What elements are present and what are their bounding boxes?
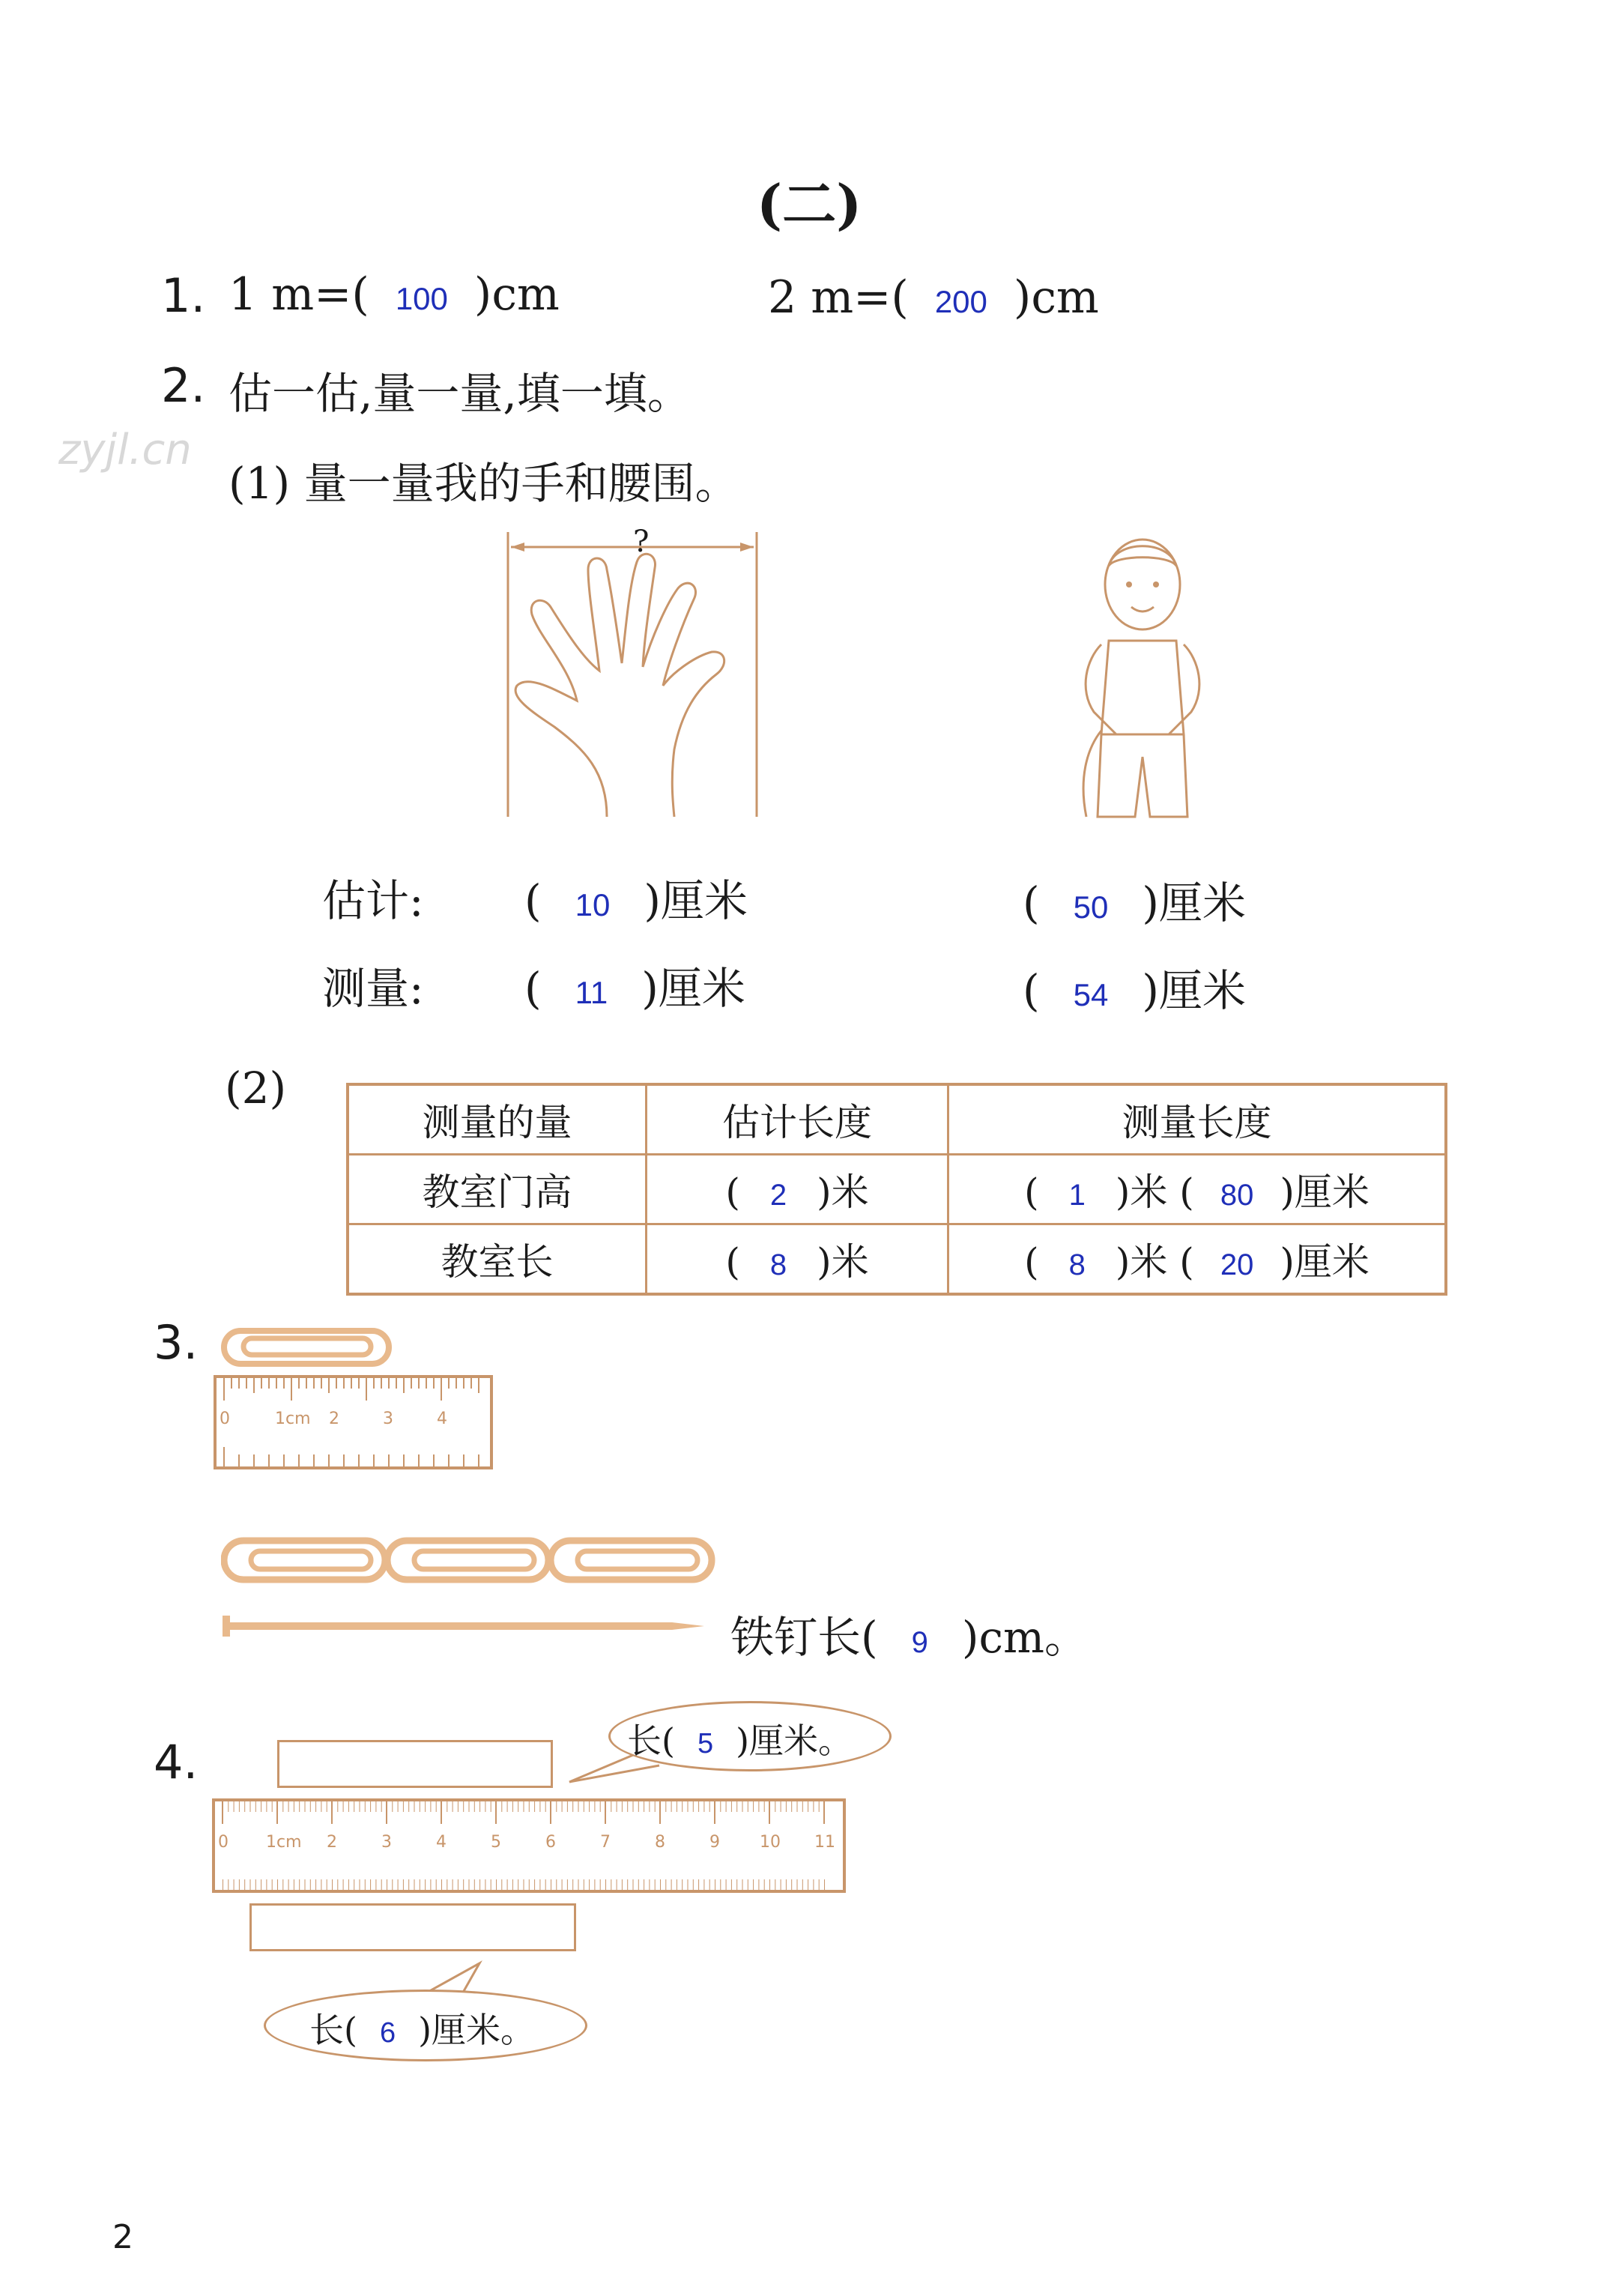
- speech-bubble-2: [264, 1990, 587, 2061]
- ruler-label: 1cm: [266, 1833, 302, 1852]
- unit-m: )米: [817, 1170, 869, 1214]
- question-1a: [229, 268, 560, 321]
- unit-cm: )厘米: [1280, 1170, 1370, 1214]
- ruler-label: 7: [600, 1833, 611, 1852]
- waist-estimate-answer: 50: [1073, 889, 1109, 925]
- row-measure-cm-answer: 20: [1220, 1248, 1254, 1281]
- row-estimate-answer: 2: [769, 1179, 787, 1212]
- table-header: 估计长度: [647, 1084, 948, 1155]
- estimate-label: 估计:: [322, 875, 424, 926]
- ruler-label: 3: [383, 1410, 393, 1428]
- bubble-2-answer: 6: [379, 2017, 396, 2049]
- top-strip: [277, 1740, 553, 1788]
- table-row: [348, 1155, 1446, 1224]
- watermark: zyjl.cn: [58, 426, 192, 474]
- bubble-2-prefix: 长(: [309, 2010, 357, 2050]
- question-2-number: 2.: [161, 358, 206, 413]
- waist-estimate: [1023, 868, 1246, 931]
- ruler-ticks-icon: [215, 1801, 843, 1890]
- question-4-number: 4.: [154, 1735, 199, 1789]
- row-measure-m-answer: 1: [1068, 1179, 1086, 1212]
- paperclip-icon: [221, 1326, 393, 1371]
- unit-m-open: )米 (: [1115, 1170, 1194, 1214]
- q1a-suffix: )cm: [473, 268, 560, 321]
- ruler-label: 1cm: [275, 1410, 311, 1428]
- unit-cm: )厘米: [1142, 877, 1246, 928]
- ruler-label: 4: [437, 1410, 447, 1428]
- row-measure: [948, 1224, 1447, 1295]
- unit-cm: )厘米: [1280, 1240, 1370, 1284]
- question-2-text: 估一估,量一量,填一填。: [229, 368, 691, 419]
- unit-cm: )厘米: [1142, 965, 1246, 1016]
- nail-length-prefix: 铁钉长(: [730, 1612, 878, 1663]
- question-2-sub1: (1) 量一量我的手和腰围。: [229, 458, 739, 509]
- open-paren: (: [1024, 1170, 1039, 1214]
- nail-length: [730, 1602, 1088, 1665]
- hand-estimate-answer: 10: [575, 887, 611, 922]
- question-3-number: 3.: [154, 1315, 199, 1370]
- paperclip-row-icon: [221, 1536, 723, 1589]
- table-header: 测量的量: [348, 1084, 647, 1155]
- ruler-label: 8: [655, 1833, 665, 1852]
- table-header-row: [348, 1084, 1446, 1155]
- section-title: (二): [757, 172, 862, 236]
- open-paren: (: [524, 963, 542, 1014]
- ruler-label: 0: [218, 1833, 229, 1852]
- unit-cm: )厘米: [644, 875, 748, 926]
- row-measure-m-answer: 8: [1068, 1248, 1086, 1281]
- ruler-label: 11: [814, 1833, 835, 1852]
- bottom-strip: [249, 1903, 576, 1951]
- unit-cm: )厘米: [641, 963, 745, 1014]
- q1a-answer: 100: [395, 281, 448, 316]
- waist-measure-answer: 54: [1073, 977, 1109, 1012]
- row-measure-cm-answer: 80: [1220, 1179, 1254, 1212]
- row-estimate: [647, 1155, 948, 1224]
- question-1b: [768, 271, 1099, 324]
- ruler-label: 4: [436, 1833, 447, 1852]
- bubble-1-prefix: 长(: [627, 1721, 675, 1761]
- boy-measuring-waist-illustration: [1056, 532, 1229, 832]
- open-paren: (: [1023, 877, 1040, 928]
- open-paren: (: [725, 1170, 740, 1214]
- q1b-answer: 200: [934, 284, 987, 319]
- question-mark: ?: [633, 525, 650, 559]
- ruler-label: 9: [709, 1833, 720, 1852]
- row-estimate-answer: 8: [769, 1248, 787, 1281]
- large-ruler: [212, 1798, 846, 1893]
- unit-m-open: )米 (: [1115, 1240, 1194, 1284]
- open-paren: (: [1023, 965, 1040, 1016]
- hand-estimate: [524, 865, 748, 928]
- page-number: 2: [112, 2218, 133, 2256]
- measurement-table: [346, 1083, 1447, 1296]
- ruler-label: 5: [491, 1833, 501, 1852]
- nail-length-suffix: )cm。: [961, 1612, 1089, 1663]
- ruler-label: 2: [329, 1410, 339, 1428]
- row-estimate: [647, 1224, 948, 1295]
- question-1-number: 1.: [161, 268, 206, 323]
- bubble-2-suffix: )厘米。: [418, 2010, 536, 2050]
- open-paren: (: [725, 1240, 740, 1284]
- bubble-1-text: [627, 1714, 853, 1763]
- unit-m: )米: [817, 1240, 869, 1284]
- q1b-prefix: 2 m=(: [768, 271, 909, 324]
- ruler-label: 2: [327, 1833, 337, 1852]
- row-name: 教室长: [348, 1224, 647, 1295]
- row-name: 教室门高: [348, 1155, 647, 1224]
- q1a-prefix: 1 m=(: [229, 268, 369, 321]
- speech-bubble-1: [608, 1701, 892, 1771]
- ruler-label: 0: [220, 1410, 230, 1428]
- ruler-label: 3: [381, 1833, 392, 1852]
- ruler-label: 10: [760, 1833, 781, 1852]
- table-row: [348, 1224, 1446, 1295]
- row-measure: [948, 1155, 1447, 1224]
- bubble-1-suffix: )厘米。: [736, 1721, 853, 1761]
- nail-icon: [221, 1611, 708, 1641]
- bubble-1-answer: 5: [697, 1728, 714, 1759]
- q1b-suffix: )cm: [1013, 271, 1099, 324]
- hand-illustration: [494, 525, 764, 824]
- hand-measure-answer: 11: [575, 975, 608, 1010]
- open-paren: (: [524, 875, 542, 926]
- hand-measure: [524, 953, 745, 1016]
- measure-label: 测量:: [322, 963, 424, 1014]
- bubble-2-text: [309, 2003, 535, 2052]
- small-ruler: [214, 1375, 493, 1469]
- open-paren: (: [1024, 1240, 1039, 1284]
- ruler-label: 6: [545, 1833, 556, 1852]
- question-2-sub2: (2): [225, 1063, 287, 1114]
- nail-length-answer: 9: [911, 1626, 928, 1659]
- table-header: 测量长度: [948, 1084, 1447, 1155]
- ruler-ticks-icon: [217, 1378, 490, 1466]
- waist-measure: [1023, 955, 1246, 1018]
